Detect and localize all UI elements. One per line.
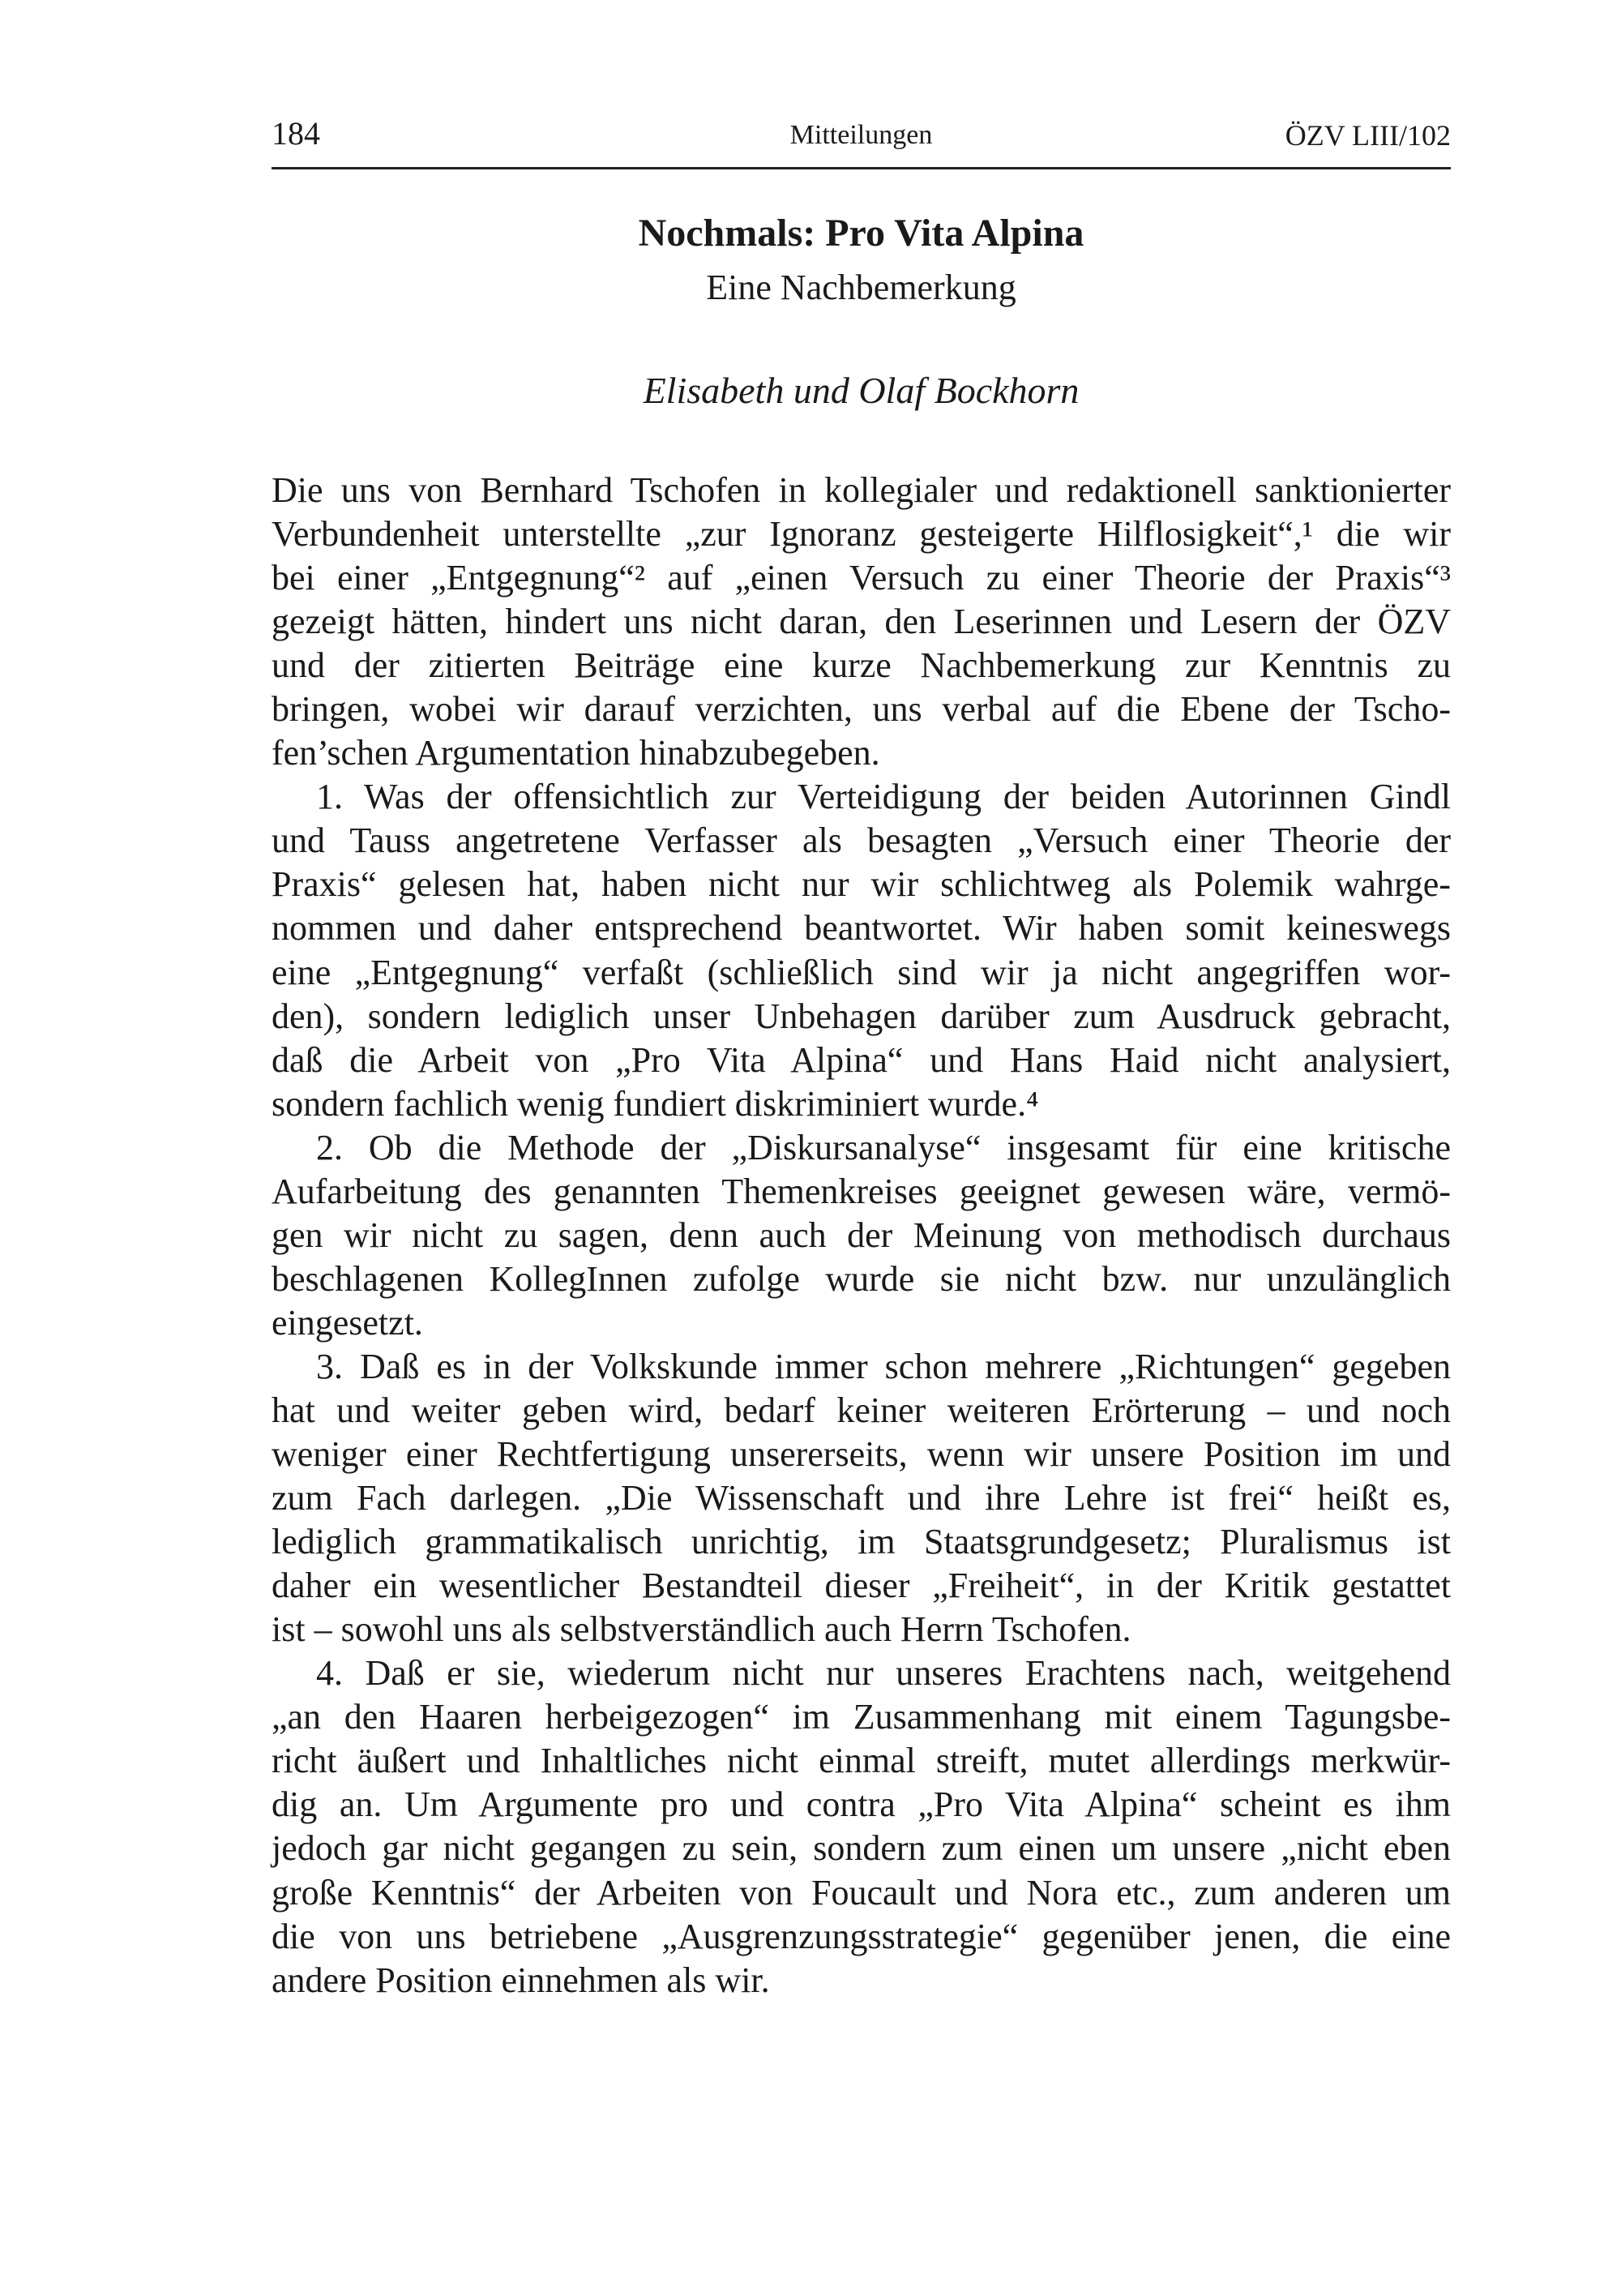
text-line: und der zitierten Beiträge eine kurze Nachbemerkung zur Kenntnis zu xyxy=(272,645,1451,686)
article-subtitle: Eine Nachbemerkung xyxy=(706,268,1016,307)
text-line: die von uns betriebene „Ausgrenzungsstrategie“ gegenüber jenen, die eine xyxy=(272,1916,1451,1956)
text-line: große Kenntnis“ der Arbeiten von Foucault und Nora etc., zum anderen um xyxy=(272,1872,1451,1913)
text-line: Praxis“ gelesen hat, haben nicht nur wir schlichtweg als Polemik wahrge- xyxy=(272,864,1451,905)
text-line: bei einer „Entgegnung“² auf „einen Versuch zu einer Theorie der Praxis“³ xyxy=(272,558,1451,598)
text-line: jedoch gar nicht gegangen zu sein, sondern zum einen um unsere „nicht eben xyxy=(272,1828,1451,1869)
text-line: ist – sowohl uns als selbstverständlich auch Herrn Tschofen. xyxy=(272,1609,1131,1650)
text-line: und Tauss angetretene Verfasser als besagten „Versuch einer Theorie der xyxy=(272,820,1451,861)
text-line: dig an. Um Argumente pro und contra „Pro Vita Alpina“ scheint es ihm xyxy=(272,1784,1451,1825)
text-line: den), sondern lediglich unser Unbehagen darüber zum Ausdruck gebracht, xyxy=(272,996,1451,1036)
text-line: gen wir nicht zu sagen, denn auch der Meinung von methodisch durchaus xyxy=(272,1214,1451,1255)
text-line: bringen, wobei wir darauf verzichten, uns verbal auf die Ebene der Tscho- xyxy=(272,689,1451,730)
paragraph-point-1 xyxy=(272,775,1451,1125)
article-authors: Elisabeth und Olaf Bockhorn xyxy=(643,370,1080,411)
text-line: sondern fachlich wenig fundiert diskriminiert wurde.⁴ xyxy=(272,1083,1039,1124)
text-line: 1. Was der offensichtlich zur Verteidigung der beiden Autorinnen Gindl xyxy=(316,777,1451,817)
text-line: eine „Entgegnung“ verfaßt (schließlich sind wir ja nicht angegriffen wor- xyxy=(272,952,1451,992)
text-line: richt äußert und Inhaltliches nicht einmal streift, mutet allerdings merkwür- xyxy=(272,1741,1451,1781)
text-line: weniger einer Rechtfertigung unsererseits, wenn wir unsere Position im und xyxy=(272,1434,1451,1475)
text-line: lediglich grammatikalisch unrichtig, im Staatsgrundgesetz; Pluralismus ist xyxy=(272,1522,1451,1562)
text-line: Aufarbeitung des genannten Themenkreises geeignet gewesen wäre, vermö- xyxy=(272,1171,1451,1211)
text-line: nommen und daher entsprechend beantwortet. Wir haben somit keineswegs xyxy=(272,908,1451,949)
paragraph-point-3 xyxy=(272,1345,1451,1651)
paragraph-intro xyxy=(272,469,1451,775)
article-title: Nochmals: Pro Vita Alpina xyxy=(638,212,1084,255)
journal-issue: ÖZV LIII/102 xyxy=(1285,119,1451,152)
paragraph-point-4 xyxy=(272,1651,1451,2002)
text-line: 3. Daß es in der Volkskunde immer schon mehrere „Richtungen“ gegeben xyxy=(316,1346,1451,1386)
text-line: daß die Arbeit von „Pro Vita Alpina“ und Hans Haid nicht analysiert, xyxy=(272,1039,1451,1080)
text-line: eingesetzt. xyxy=(272,1302,423,1343)
text-line: hat und weiter geben wird, bedarf keiner weiteren Erörterung – und noch xyxy=(272,1390,1451,1430)
text-line: andere Position einnehmen als wir. xyxy=(272,1960,770,2000)
text-line: zum Fach darlegen. „Die Wissenschaft und ihre Lehre ist frei“ heißt es, xyxy=(272,1478,1451,1519)
text-line: Die uns von Bernhard Tschofen in kollegialer und redaktionell sanktionierter xyxy=(272,470,1451,510)
text-line: 4. Daß er sie, wiederum nicht nur unseres Erachtens nach, weitgehend xyxy=(316,1653,1451,1694)
text-line: beschlagenen KollegInnen zufolge wurde sie nicht bzw. nur unzulänglich xyxy=(272,1258,1451,1299)
text-line: 2. Ob die Methode der „Diskursanalyse“ insgesamt für eine kritische xyxy=(316,1127,1451,1167)
header-rule xyxy=(272,167,1451,169)
running-header xyxy=(272,114,1451,154)
article-body xyxy=(272,469,1451,2003)
text-line: fen’schen Argumentation hinabzubegeben. xyxy=(272,733,880,773)
section-title: Mitteilungen xyxy=(789,120,933,150)
paragraph-point-2 xyxy=(272,1126,1451,1345)
text-line: gezeigt hätten, hindert uns nicht daran, den Leserinnen und Lesern der ÖZV xyxy=(272,602,1451,642)
text-line: Verbundenheit unterstellte „zur Ignoranz gesteigerte Hilflosigkeit“,¹ die wir xyxy=(272,514,1451,555)
page-number: 184 xyxy=(272,115,320,152)
text-line: „an den Haaren herbeigezogen“ im Zusammenhang mit einem Tagungsbe- xyxy=(272,1697,1451,1737)
text-line: daher ein wesentlicher Bestandteil dieser „Freiheit“, in der Kritik gestattet xyxy=(272,1566,1451,1606)
